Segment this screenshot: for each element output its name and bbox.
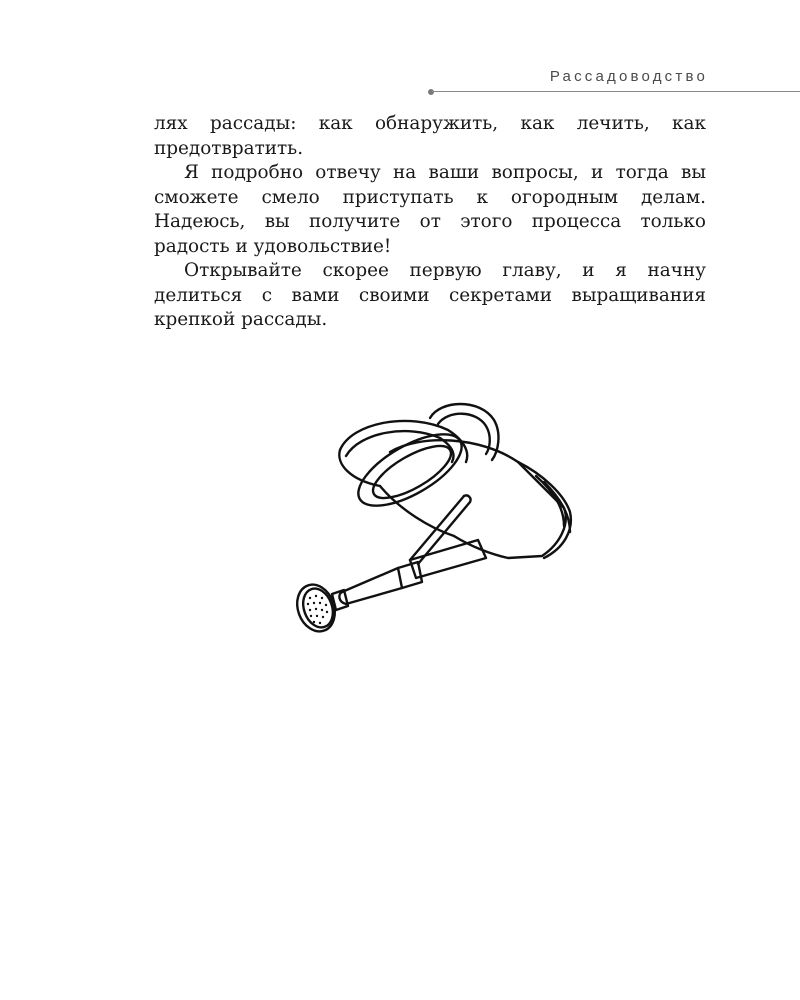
paragraph-1: ляx рассады: как обнаружить, как лечить, как предотвратить. xyxy=(154,113,706,159)
running-header-title: Рассадоводство xyxy=(549,68,708,85)
watering-can-icon xyxy=(280,390,600,650)
header-rule xyxy=(432,91,800,92)
paragraph-3: Открывайте скорее первую главу, и я начну делиться с вами своими секретами выращивания крепкой рассады. xyxy=(154,260,706,330)
body-text xyxy=(154,112,706,333)
paragraph-2: Я подробно отвечу на ваши вопросы, и тогда вы сможете смело приступать к огородным делам. Надеюсь, вы получите от этого процесса только радость и удовольствие! xyxy=(154,162,706,257)
watering-can-illustration xyxy=(280,390,600,650)
